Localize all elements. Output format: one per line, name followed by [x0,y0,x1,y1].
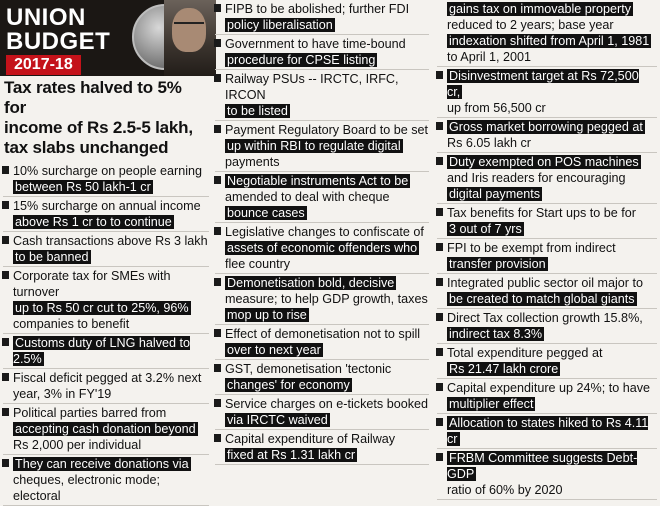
budget-point [212,223,432,273]
budget-point-text: Rs 6.05 lakh cr [447,136,531,150]
budget-point-text: 15% surcharge on annual income [13,199,201,213]
square-bullet-icon [436,278,443,286]
header-title-line1: UNION [6,4,86,31]
header-year-badge: 2017-18 [6,55,81,75]
budget-point-text: FRBM Committee suggests Debt-GDP [447,451,638,481]
budget-point-text: above Rs 1 cr to to continue [15,215,172,229]
square-bullet-icon [436,418,443,426]
budget-point-text: changes' for economy [227,378,350,392]
budget-point-text: FIPB to be abolished; further FDI [225,2,410,16]
budget-points-right [434,0,660,500]
budget-points-middle [212,0,432,465]
square-bullet-icon [2,338,9,346]
budget-point [0,197,212,231]
budget-point-text: measure; to help GDP growth, taxes [225,292,428,306]
budget-point-text: to be listed [227,104,288,118]
square-bullet-icon [436,122,443,130]
budget-point-text: mop up to rise [227,308,307,322]
budget-point-text: Integrated public sector oil major to [447,276,644,290]
square-bullet-icon [436,208,443,216]
budget-point-text: Fiscal deficit pegged at 3.2% next [13,371,202,385]
budget-point-text: bounce cases [227,206,305,220]
budget-point-text: ratio of 60% by 2020 [447,483,563,497]
budget-point-text: to be banned [15,250,89,264]
budget-point [212,395,432,429]
budget-point-text: Allocation to states hiked to Rs 4.11 cr [447,416,649,446]
budget-point-text: fixed at Rs 1.31 lakh cr [227,448,356,462]
budget-point [0,162,212,196]
budget-point-text: be created to match global giants [449,292,635,306]
budget-point-text: Duty exempted on POS machines [449,155,639,169]
square-bullet-icon [214,176,221,184]
column-left [0,0,212,503]
budget-point [434,414,660,448]
budget-point-text: over to next year [227,343,321,357]
budget-point-text: Legislative changes to confiscate of [225,225,424,239]
budget-point-text: Government to have time-bound [225,37,406,51]
budget-point [212,172,432,222]
square-bullet-icon [2,408,9,416]
budget-point-text: Disinvestment target at Rs 72,500 cr, [447,69,639,99]
budget-point-text: Cash transactions above Rs 3 lakh [13,234,208,248]
budget-point-text: reduced to 2 years; base year [447,18,614,32]
minister-portrait [164,0,216,76]
budget-point-text: year, 3% in FY'19 [13,387,112,401]
budget-point [434,67,660,117]
budget-point-text: Capital expenditure up 24%; to have [447,381,651,395]
budget-point [212,35,432,69]
budget-point-text: Total expenditure pegged at [447,346,603,360]
square-bullet-icon [436,71,443,79]
budget-point [212,325,432,359]
square-bullet-icon [2,166,9,174]
budget-point-text: gains tax on immovable property [449,2,632,16]
budget-point-text: companies to benefit [13,317,130,331]
budget-point [212,360,432,394]
budget-point-text: Payment Regulatory Board to be set [225,123,429,137]
square-bullet-icon [214,125,221,133]
budget-point [212,430,432,464]
square-bullet-icon [214,74,221,82]
budget-point-text: up within RBI to regulate digital [227,139,401,153]
budget-point [434,344,660,378]
budget-point [434,239,660,273]
budget-point-text: Negotiable instruments Act to be [227,174,409,188]
square-bullet-icon [436,313,443,321]
square-bullet-icon [214,39,221,47]
budget-point [212,0,432,34]
budget-point-text: payments [225,155,280,169]
budget-point-text: 3 out of 7 yrs [449,222,522,236]
budget-point [0,455,212,505]
header-title-line2: BUDGET [6,28,111,55]
budget-point-text: indirect tax 8.3% [449,327,543,341]
square-bullet-icon [214,278,221,286]
budget-point [212,121,432,171]
budget-point-text: Corporate tax for SMEs with turnover [13,269,171,299]
budget-point [0,334,212,368]
budget-point-text: indexation shifted from April 1, 1981 [449,34,650,48]
budget-point-text: and Iris readers for encouraging [447,171,626,185]
budget-point-text: via IRCTC waived [227,413,328,427]
budget-point-text: Rs 2,000 per individual [13,438,142,452]
budget-point [0,369,212,403]
square-bullet-icon [2,236,9,244]
square-bullet-icon [436,243,443,251]
budget-point-text: 10% surcharge on people earning [13,164,203,178]
budget-point-text: Service charges on e-tickets booked [225,397,429,411]
budget-point-text: Rs 21.47 lakh crore [449,362,559,376]
budget-point-text: Railway PSUs -- IRCTC, IRFC, IRCON [225,72,399,102]
square-bullet-icon [214,329,221,337]
budget-points-left [0,162,212,506]
divider [437,499,657,500]
square-bullet-icon [436,157,443,165]
square-bullet-icon [2,373,9,381]
budget-point-text: FPI to be exempt from indirect [447,241,616,255]
budget-point [434,153,660,203]
budget-point-text: digital payments [449,187,541,201]
square-bullet-icon [436,383,443,391]
square-bullet-icon [214,434,221,442]
budget-point-text: procedure for CPSE listing [227,53,376,67]
square-bullet-icon [436,348,443,356]
headline [0,76,212,162]
budget-point [0,404,212,454]
budget-point-text: GST, demonetisation 'tectonic [225,362,392,376]
budget-point-text: flee country [225,257,291,271]
budget-point-text: policy liberalisation [227,18,333,32]
budget-point-text: accepting cash donation beyond [15,422,196,436]
budget-header [0,0,212,76]
budget-point [434,118,660,152]
budget-point-text: up to Rs 50 cr cut to 25%, 96% [15,301,189,315]
budget-point-text: Customs duty of LNG halved to 2.5% [13,336,190,366]
budget-point [434,449,660,499]
square-bullet-icon [2,271,9,279]
square-bullet-icon [214,227,221,235]
budget-point-text: multiplier effect [449,397,534,411]
headline-line: tax slabs unchanged [4,138,169,157]
budget-point-text: between Rs 50 lakh-1 cr [15,180,151,194]
budget-point [212,70,432,120]
budget-point [434,274,660,308]
budget-point-text: Effect of demonetisation not to spill [225,327,421,341]
budget-point-text: Capital expenditure of Railway [225,432,396,446]
budget-point-text: transfer provision [449,257,546,271]
budget-point-text: cheques, electronic mode; electoral [13,473,161,503]
square-bullet-icon [436,453,443,461]
divider [215,464,429,465]
square-bullet-icon [214,364,221,372]
budget-point [434,309,660,343]
column-middle [212,0,432,462]
budget-point [212,274,432,324]
budget-point [434,204,660,238]
budget-point [0,267,212,333]
budget-point-text: Demonetisation bold, decisive [227,276,395,290]
budget-point [434,379,660,413]
column-right [434,0,660,497]
budget-point-text: assets of economic offenders who [227,241,418,255]
square-bullet-icon [2,459,9,467]
budget-point [434,0,660,66]
budget-point-text: to April 1, 2001 [447,50,532,64]
budget-point-text: up from 56,500 cr [447,101,546,115]
budget-point-text: Tax benefits for Start ups to be for [447,206,637,220]
budget-point-text: They can receive donations via [15,457,189,471]
headline-line: income of Rs 2.5-5 lakh, [4,118,193,137]
square-bullet-icon [214,399,221,407]
headline-line: Tax rates halved to 5% for [4,78,182,117]
budget-point [0,232,212,266]
budget-point-text: Gross market borrowing pegged at [449,120,643,134]
square-bullet-icon [214,4,221,12]
square-bullet-icon [2,201,9,209]
budget-point-text: Political parties barred from [13,406,167,420]
budget-point-text: Direct Tax collection growth 15.8%, [447,311,643,325]
budget-point-text: amended to deal with cheque [225,190,390,204]
